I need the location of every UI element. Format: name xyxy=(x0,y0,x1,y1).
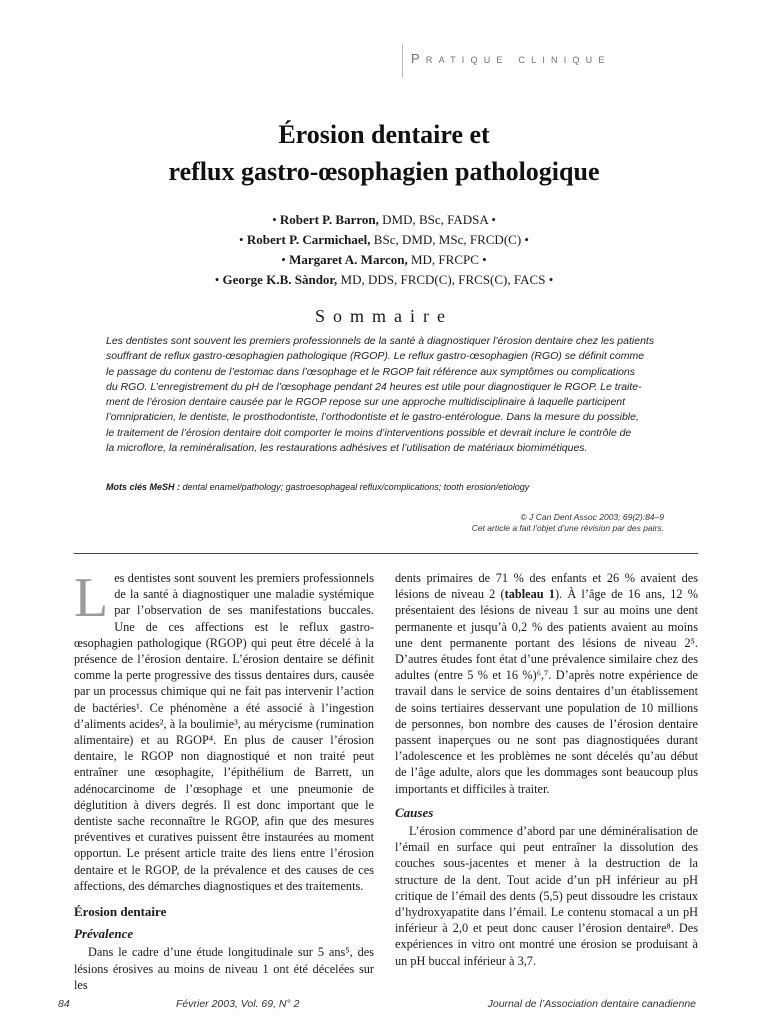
abstract-line: l’omnipraticien, le dentiste, le prosthodontiste, l’orthodontiste et le gastro-entérologue. Dans la mesure du possible, xyxy=(106,411,639,424)
author-credentials: DMD, BSc, FADSA xyxy=(382,212,489,227)
keywords-text: dental enamel/pathology; gastroesophageal reflux/complications; tooth erosion/etiology xyxy=(182,482,530,492)
author-list xyxy=(60,210,708,290)
abstract-line: du RGO. L’enregistrement du pH de l’œsophage pendant 24 heures est utile pour diagnostiquer le RGOP. Le traite- xyxy=(106,380,642,393)
section-label xyxy=(402,44,768,78)
causes-paragraph: L’érosion commence d’abord par une déminéralisation de l’émail en surface qui peut entraîner la dissolution des couches sous-jacentes et mener à la destruction de la structure de la dent. Tout acide d’un pH inférieur au pH critique de l’émail des dents (5,5) peut dissoudre les cristaux d’hydroxyapatite dans l’émail. Le contenu stomacal a un pH inférieur à 2,0 et peut donc causer l’érosion dentaire⁸. Des expériences in vitro ont montré une érosion se produisant à un pH buccal inférieur à 3,7. xyxy=(395,824,698,968)
issue-info: Février 2003, Vol. 69, N° 2 xyxy=(176,998,300,1010)
author-credentials: MD, DDS, FRCD(C), FRCS(C), FACS xyxy=(340,272,546,287)
bullet: • xyxy=(281,252,286,267)
author-credentials: MD, FRCPC xyxy=(410,252,479,267)
page-number: 84 xyxy=(58,998,70,1010)
prevalence-text-b: ). À l’âge de 16 ans, 12 % présentaient des lésions de niveau 1 sur au moins une dent permanente et jusqu’à 0,2 % des patients avaient au moins une dent permanente portant des lésions de niveau 2⁵. D’autres études font état d’une prévalence similaire chez des adultes (entre 5 % et 16 %)⁶,⁷. D’après notre expérience de travail dans le service de soins dentaires d’un établissement de soins tertiaires desservant une population de 10 millions de personnes, bon nombre des causes de l’érosion dentaire passent inaperçues ou ne sont pas diagnostiquées durant l’adolescence et les problèmes ne sont décelés qu’au début de l’âge adulte, alors que les dommages sont beaucoup plus importants et difficiles à traiter. xyxy=(395,587,698,796)
bullet: • xyxy=(482,252,487,267)
abstract-line: ment de l’érosion dentaire causée par le RGOP repose sur une approche multidisciplinaire à laquelle participent xyxy=(106,396,626,409)
author-name: George K.B. Sàndor, xyxy=(222,272,338,287)
bullet: • xyxy=(548,272,554,287)
bullet: • xyxy=(239,232,244,247)
article-title-line-2: reflux gastro-œsophagien pathologique xyxy=(168,157,600,186)
author-name: Robert P. Carmichael, xyxy=(246,232,371,247)
prevalence-text-a: dents primaires de 71 % des enfants et 26 % avaient des lésions de niveau 2 ( xyxy=(395,571,698,602)
section-divider xyxy=(74,553,698,554)
bullet: • xyxy=(491,212,496,227)
abstract-line: souffrant de reflux gastro-œsophagien pathologique (RGOP). Le reflux gastro-œsophagien (RGO) se définit comme xyxy=(106,350,645,363)
table-reference: tableau 1 xyxy=(504,587,555,602)
body-column-left xyxy=(74,567,374,993)
prevalence-paragraph-start: Dans le cadre d’une étude longitudinale sur 5 ans⁵, des lésions érosives au moins de niveau 1 ont été décelées sur les xyxy=(74,945,374,992)
journal-name: Journal de l’Association dentaire canadienne xyxy=(487,998,696,1010)
author-line xyxy=(60,230,708,250)
section-heading-erosion: Érosion dentaire xyxy=(74,904,167,920)
bullet: • xyxy=(272,212,277,227)
abstract-line: Les dentistes sont souvent les premiers professionnels de la santé à diagnostiquer l’érosion dentaire chez les patients xyxy=(106,335,655,347)
intro-text: es dentistes sont souvent les premiers professionnels de la santé à diagnostiquer une maladie systémique par l’observation de ses manifestations buccales. Une de ces affections est le reflux gastro-œsophagien pathologique (RGOP) qui peut être décelé à la présence de l’érosion dentaire. L’érosion dentaire se définit comme la perte progressive des tissus dentaires durs, causée par un processus chimique qui ne fait pas intervenir l’action de bactéries¹. Ce phénomène a été associé à l’ingestion d’aliments acides², à la boulimie³, au mérycisme (rumination alimentaire) et au RGOP⁴. En plus de causer l’érosion dentaire, le RGOP non diagnostiqué et non traité peut entraîner une œsophagite, l’épithélium de Barrett, un adénocarcinome de l’œsophage et une pneumonie de déglutition à divers degrés. Il est donc important que le dentiste sache reconnaître le RGOP, afin que des mesures préventives et curatives puissent être instaurées au moment opportun. Le présent article traite des liens entre l’érosion dentaire et le RGOP, de la prévalence et des causes de ces affections, des démarches diagnostiques et des traitements. xyxy=(74,571,374,893)
abstract-line: le traitement de l’érosion dentaire doit comporter le moins d’interventions possible et devrait inclure le contrôle de xyxy=(106,426,632,439)
summary-heading: Sommaire xyxy=(315,306,453,326)
author-name: Robert P. Barron, xyxy=(279,212,379,227)
keywords-label: Mots clés MeSH : xyxy=(106,482,181,492)
subheading-prevalence: Prévalence xyxy=(74,926,134,942)
peer-review-note: Cet article a fait l’objet d’une révision par des pairs. xyxy=(471,523,664,533)
abstract-line: le passage du contenu de l’estomac dans l’œsophage et le RGOP fait référence aux symptômes ou complications xyxy=(106,365,635,378)
article-title-line-1: Érosion dentaire et xyxy=(278,120,490,149)
citation-reference: © J Can Dent Assoc 2003; 69(2):84–9 xyxy=(520,512,664,522)
abstract-line: la microflore, la reminéralisation, les restaurations adhésives et l’utilisation de matériaux biomimétiques. xyxy=(106,442,588,455)
summary-abstract xyxy=(106,334,669,456)
section-label-text: Pratique clinique xyxy=(411,51,611,66)
drop-cap: L xyxy=(74,567,109,629)
author-credentials: BSc, DMD, MSc, FRCD(C) xyxy=(373,232,522,247)
intro-paragraph xyxy=(74,567,374,894)
bullet: • xyxy=(524,232,529,247)
author-name: Margaret A. Marcon, xyxy=(289,252,408,267)
citation-block xyxy=(472,512,664,534)
mesh-keywords xyxy=(106,482,669,492)
subheading-causes: Causes xyxy=(395,804,434,820)
prevalence-paragraph-continued xyxy=(395,570,698,797)
author-line xyxy=(60,210,708,230)
author-line xyxy=(60,270,708,290)
body-column-right xyxy=(395,570,698,969)
author-line xyxy=(60,250,708,270)
bullet: • xyxy=(214,272,220,287)
